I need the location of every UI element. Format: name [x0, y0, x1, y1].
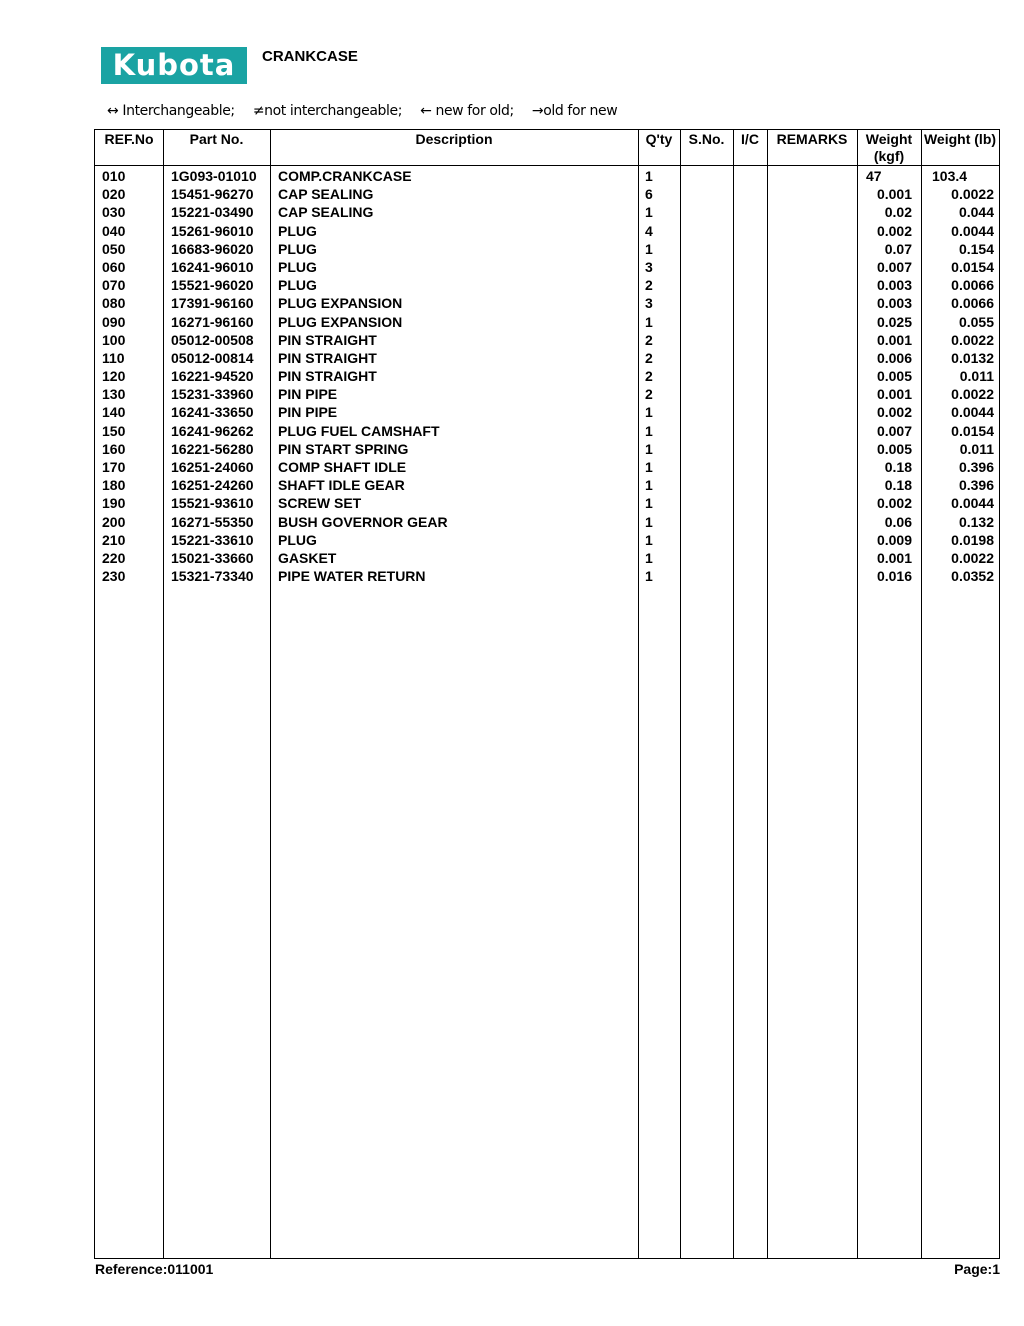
cell-weight-lb: 0.0044: [951, 222, 994, 239]
cell-part-no: 16271-55350: [171, 513, 254, 530]
cell-qty: 1: [645, 168, 653, 184]
header-description: Description: [415, 131, 493, 147]
header-weight-lb: Weight (lb): [923, 131, 997, 147]
header-part-no: Part No.: [189, 131, 244, 147]
cell-weight-kgf: 0.003: [876, 277, 912, 294]
cell-part-no: 15321-73340: [171, 568, 254, 585]
cell-part-no: 16221-94520: [171, 368, 254, 385]
cell-part-no: 15221-03490: [171, 204, 254, 221]
cell-weight-kgf: 0.18: [884, 459, 912, 475]
cell-qty: 2: [645, 368, 653, 385]
cell-weight-lb: 0.0022: [951, 186, 994, 203]
table-row: [95, 331, 999, 349]
cell-description: PLUG EXPANSION: [278, 295, 403, 312]
table-row: [95, 476, 999, 494]
cell-ref-no: 130: [102, 386, 126, 403]
cell-weight-lb: 0.011: [959, 368, 994, 385]
cell-weight-lb: 0.154: [958, 240, 994, 257]
cell-weight-kgf: 0.002: [876, 222, 912, 239]
cell-description: COMP SHAFT IDLE: [278, 459, 407, 475]
cell-weight-kgf: 0.001: [876, 386, 912, 403]
cell-description: PLUG: [278, 258, 317, 275]
cell-weight-lb: 0.396: [958, 459, 994, 475]
cell-qty: 1: [645, 313, 653, 330]
cell-description: COMP.CRANKCASE: [278, 168, 412, 184]
table-row: [95, 203, 999, 221]
cell-description: BUSH GOVERNOR GEAR: [278, 513, 448, 530]
table-row: [95, 549, 999, 567]
cell-qty: 1: [645, 549, 653, 566]
header-ic: I/C: [741, 131, 759, 147]
cell-description: PIN STRAIGHT: [278, 331, 377, 348]
cell-weight-kgf: 0.001: [876, 186, 912, 203]
cell-part-no: 16683-96020: [171, 240, 254, 257]
table-row: [95, 313, 999, 331]
table-row: [95, 367, 999, 385]
logo-text: Kubota: [112, 48, 236, 82]
cell-weight-kgf: 0.025: [876, 313, 912, 330]
cell-qty: 2: [645, 349, 653, 366]
cell-description: PLUG FUEL CAMSHAFT: [278, 422, 440, 439]
table-row: [95, 349, 999, 367]
cell-weight-kgf: 0.007: [876, 422, 912, 439]
cell-part-no: 15261-96010: [171, 222, 254, 239]
legend-old-for-new: →old for new: [531, 103, 618, 119]
cell-qty: 1: [645, 495, 653, 512]
cell-weight-lb: 0.132: [958, 513, 994, 530]
kubota-logo: [101, 47, 247, 84]
cell-weight-kgf: 0.002: [876, 495, 912, 512]
cell-qty: 6: [645, 186, 653, 203]
cell-part-no: 16241-33650: [171, 404, 254, 421]
cell-part-no: 15231-33960: [171, 386, 254, 403]
table-row: [95, 440, 999, 458]
cell-part-no: 16241-96010: [171, 258, 254, 275]
table-row: [95, 276, 999, 294]
table-row: [95, 185, 999, 203]
cell-qty: 1: [645, 568, 653, 585]
table-row: [95, 458, 999, 476]
cell-ref-no: 230: [102, 568, 126, 585]
cell-part-no: 05012-00814: [171, 349, 254, 366]
cell-description: PLUG: [278, 277, 317, 294]
header-ref-no: REF.No: [104, 131, 154, 147]
cell-ref-no: 180: [102, 477, 126, 494]
table-row: [95, 258, 999, 276]
cell-part-no: 15451-96270: [171, 186, 254, 203]
table-body: [95, 167, 999, 585]
cell-description: PIN STRAIGHT: [278, 368, 377, 385]
cell-qty: 3: [645, 295, 653, 312]
table-row: [95, 403, 999, 421]
cell-description: PLUG: [278, 222, 317, 239]
table-row: [95, 567, 999, 585]
header-weight-kgf: Weight (kgf): [865, 131, 913, 164]
cell-weight-lb: 0.0132: [951, 349, 994, 366]
cell-weight-lb: 0.011: [959, 440, 994, 457]
cell-weight-lb: 0.0066: [951, 295, 994, 312]
cell-qty: 1: [645, 531, 653, 548]
cell-weight-lb: 0.396: [958, 477, 994, 494]
cell-weight-lb: 103.4: [932, 168, 968, 184]
cell-weight-lb: 0.055: [958, 313, 994, 330]
cell-weight-kgf: 0.007: [876, 258, 912, 275]
cell-ref-no: 070: [102, 277, 126, 294]
cell-qty: 1: [645, 440, 653, 457]
legend-interchangeable: ↔ Interchangeable;: [107, 103, 235, 119]
cell-weight-lb: 0.0352: [951, 568, 994, 585]
cell-qty: 4: [645, 222, 653, 239]
cell-weight-kgf: 0.06: [884, 513, 912, 530]
cell-weight-lb: 0.0154: [951, 422, 994, 439]
cell-description: PIN PIPE: [278, 386, 338, 403]
cell-ref-no: 080: [102, 295, 126, 312]
cell-ref-no: 040: [102, 222, 126, 239]
cell-weight-lb: 0.0154: [951, 258, 994, 275]
table-row: [95, 294, 999, 312]
cell-description: PIN STRAIGHT: [278, 349, 377, 366]
cell-description: PIN START SPRING: [278, 440, 409, 457]
legend: [107, 103, 617, 119]
cell-ref-no: 220: [102, 549, 126, 566]
cell-description: GASKET: [278, 549, 337, 566]
table-row: [95, 513, 999, 531]
cell-part-no: 16251-24260: [171, 477, 254, 494]
cell-weight-lb: 0.0022: [951, 386, 994, 403]
cell-qty: 3: [645, 258, 653, 275]
cell-part-no: 17391-96160: [171, 295, 254, 312]
cell-ref-no: 200: [102, 513, 126, 530]
cell-qty: 2: [645, 331, 653, 348]
cell-weight-kgf: 0.006: [876, 349, 912, 366]
cell-description: SCREW SET: [278, 495, 362, 512]
cell-qty: 1: [645, 459, 653, 475]
cell-description: SHAFT IDLE GEAR: [278, 477, 405, 494]
cell-ref-no: 060: [102, 258, 126, 275]
cell-part-no: 15221-33610: [171, 531, 254, 548]
cell-weight-kgf: 47: [866, 168, 882, 184]
table-row: [95, 167, 999, 185]
cell-qty: 1: [645, 404, 653, 421]
cell-ref-no: 030: [102, 204, 126, 221]
cell-ref-no: 110: [102, 349, 125, 366]
header-qty: Q'ty: [645, 131, 673, 147]
cell-qty: 1: [645, 240, 653, 257]
cell-part-no: 15521-93610: [171, 495, 254, 512]
cell-qty: 1: [645, 422, 653, 439]
cell-weight-kgf: 0.003: [876, 295, 912, 312]
cell-qty: 2: [645, 386, 653, 403]
cell-weight-lb: 0.044: [958, 204, 994, 221]
cell-weight-kgf: 0.009: [876, 531, 912, 548]
cell-weight-kgf: 0.07: [884, 240, 912, 257]
cell-description: PIN PIPE: [278, 404, 338, 421]
cell-ref-no: 210: [102, 531, 126, 548]
cell-weight-kgf: 0.005: [876, 440, 912, 457]
cell-part-no: 15021-33660: [171, 549, 254, 566]
cell-ref-no: 140: [102, 404, 126, 421]
cell-part-no: 16251-24060: [171, 459, 254, 475]
cell-ref-no: 170: [102, 459, 126, 475]
cell-part-no: 16271-96160: [171, 313, 254, 330]
cell-weight-kgf: 0.005: [876, 368, 912, 385]
footer-reference: Reference:011001: [95, 1261, 214, 1277]
legend-new-for-old: ← new for old;: [420, 103, 514, 119]
cell-qty: 2: [645, 277, 653, 294]
table-row: [95, 385, 999, 403]
cell-description: CAP SEALING: [278, 186, 374, 203]
cell-weight-kgf: 0.001: [876, 331, 912, 348]
cell-description: PLUG EXPANSION: [278, 313, 403, 330]
cell-ref-no: 190: [102, 495, 126, 512]
cell-ref-no: 100: [102, 331, 126, 348]
cell-weight-kgf: 0.001: [876, 549, 912, 566]
cell-ref-no: 020: [102, 186, 126, 203]
cell-weight-kgf: 0.016: [876, 568, 912, 585]
header-remarks: REMARKS: [776, 131, 848, 147]
cell-weight-kgf: 0.002: [876, 404, 912, 421]
cell-ref-no: 050: [102, 240, 126, 257]
cell-qty: 1: [645, 204, 653, 221]
cell-description: CAP SEALING: [278, 204, 374, 221]
cell-weight-kgf: 0.18: [884, 477, 912, 494]
parts-table: [94, 129, 1000, 1259]
cell-ref-no: 010: [102, 168, 126, 184]
table-row: [95, 422, 999, 440]
cell-description: PLUG: [278, 531, 317, 548]
cell-ref-no: 150: [102, 422, 126, 439]
cell-weight-lb: 0.0044: [951, 495, 994, 512]
cell-weight-lb: 0.0066: [951, 277, 994, 294]
table-row: [95, 222, 999, 240]
cell-ref-no: 090: [102, 313, 126, 330]
footer-page-number: Page:1: [954, 1261, 1000, 1277]
cell-part-no: 1G093-01010: [171, 168, 257, 184]
cell-part-no: 16221-56280: [171, 440, 254, 457]
cell-weight-lb: 0.0022: [951, 331, 994, 348]
cell-ref-no: 160: [102, 440, 126, 457]
cell-part-no: 05012-00508: [171, 331, 254, 348]
table-row: [95, 240, 999, 258]
page-title: CRANKCASE: [262, 48, 358, 65]
cell-qty: 1: [645, 513, 653, 530]
legend-not-interchangeable: ≠not interchangeable;: [252, 103, 403, 119]
header-serial-no: S.No.: [688, 131, 725, 147]
table-row: [95, 494, 999, 512]
cell-part-no: 15521-96020: [171, 277, 254, 294]
table-row: [95, 531, 999, 549]
cell-qty: 1: [645, 477, 653, 494]
cell-ref-no: 120: [102, 368, 126, 385]
cell-weight-lb: 0.0198: [951, 531, 994, 548]
cell-part-no: 16241-96262: [171, 422, 254, 439]
cell-description: PIPE WATER RETURN: [278, 568, 426, 585]
cell-weight-kgf: 0.02: [884, 204, 912, 221]
cell-weight-lb: 0.0022: [951, 549, 994, 566]
cell-description: PLUG: [278, 240, 317, 257]
cell-weight-lb: 0.0044: [951, 404, 994, 421]
